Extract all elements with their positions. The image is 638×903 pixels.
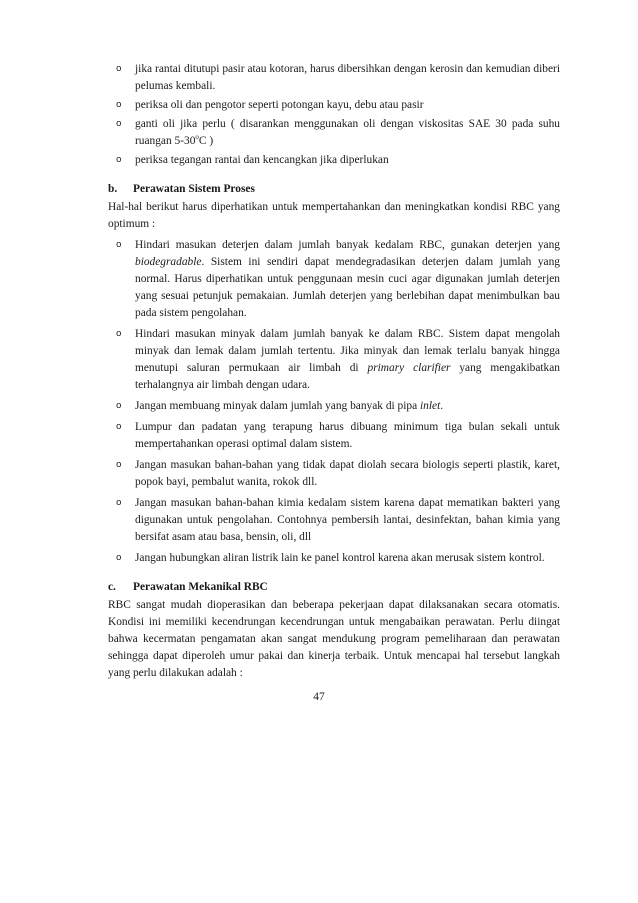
page-content: [108, 61, 560, 686]
section-letter: b.: [108, 183, 118, 195]
list-item: o periksa oli dan pengotor seperti potongan kayu, debu atau pasir: [108, 97, 560, 114]
bullet-marker: o: [116, 64, 122, 74]
list-item: o jika rantai ditutupi pasir atau kotoran, harus dibersihkan dengan kerosin dan kemudian diberi pelumas kembali.: [116, 63, 560, 92]
bullet-marker: o: [116, 119, 122, 129]
bullet-marker: o: [116, 155, 122, 165]
list-item: o Jangan masukan bahan-bahan yang tidak dapat diolah secara biologis seperti plastik, karet, popok bayi, pembalut wanita, rokok dll.: [116, 459, 560, 488]
section-heading-c: [108, 579, 560, 596]
list-item: o Hindari masukan deterjen dalam jumlah banyak kedalam RBC, gunakan deterjen yang biodegradable. Sistem ini sendiri dapat mendegradasikan deterjen dalam jumlah yang normal. Harus diperhatikan untuk penggunaan mesin cuci agar digunakan jumlah deterjen yang sesuai petunjuk pemakaian. Jumlah deterjen yang berlebihan dapat menimbulkan bau pada sistem pengolahan.: [116, 239, 560, 319]
bullet-marker: o: [116, 401, 122, 411]
section-paragraph: RBC sangat mudah dioperasikan dan beberapa pekerjaan dapat dilaksanakan secara otomatis. Kondisi ini memiliki kecendrungan kecendrungan untuk mengabaikan perawatan. Perlu diingat bahwa kecermatan pengamatan akan sangat mendukung program pemeliharaan dan perawatan sehingga dapat diperoleh umur pakai dan kinerja terbaik. Untuk mencapai hal tersebut langkah yang perlu dilakukan adalah :: [108, 599, 560, 679]
section-title: Perawatan Sistem Proses: [133, 183, 255, 195]
bullet-marker: o: [116, 553, 122, 563]
bullet-marker: o: [116, 100, 122, 110]
list-item: o Jangan hubungkan aliran listrik lain ke panel kontrol karena akan merusak sistem kontrol.: [108, 550, 560, 567]
bullet-marker: o: [116, 460, 122, 470]
chain-maintenance-list: [108, 61, 560, 169]
list-item: o Lumpur dan padatan yang terapung harus dibuang minimum tiga bulan sekali untuk mempertahankan operasi optimal dalam sistem.: [116, 421, 560, 450]
bullet-marker: o: [116, 498, 122, 508]
bullet-marker: o: [116, 329, 122, 339]
list-item: o ganti oli jika perlu ( disarankan menggunakan oli dengan viskositas SAE 30 pada suhu ruangan 5-30$^o$C ): [116, 118, 560, 147]
process-maintenance-list: [108, 237, 560, 567]
section-letter: c.: [108, 581, 116, 593]
degree-superscript: o: [195, 133, 199, 142]
bullet-marker: o: [116, 422, 122, 432]
section-intro: Hal-hal berikut harus diperhatikan untuk mempertahankan dan meningkatkan kondisi RBC yang optimum :: [108, 201, 560, 230]
page-number: 47: [313, 691, 325, 703]
list-item: o Jangan masukan bahan-bahan kimia kedalam sistem karena dapat mematikan bakteri yang digunakan untuk pengolahan. Contohnya pembersih lantai, desinfektan, bahan kimia yang bersifat asam atau basa, bensin, oli, dll: [116, 497, 560, 543]
list-item: o periksa tegangan rantai dan kencangkan jika diperlukan: [108, 152, 560, 169]
section-title: Perawatan Mekanikal RBC: [133, 581, 268, 593]
bullet-marker: o: [116, 240, 122, 250]
section-heading-b: [108, 181, 560, 198]
list-item: o Hindari masukan minyak dalam jumlah banyak ke dalam RBC. Sistem dapat mengolah minyak dan lemak dalam jumlah tertentu. Jika minyak dan lemak terlalu banyak hingga menutupi saluran permukaan air limbah di primary clarifier yang mengakibatkan terhalangnya air limbah dengan udara.: [116, 328, 560, 391]
list-item: o Jangan membuang minyak dalam jumlah yang banyak di pipa inlet.: [108, 398, 560, 415]
